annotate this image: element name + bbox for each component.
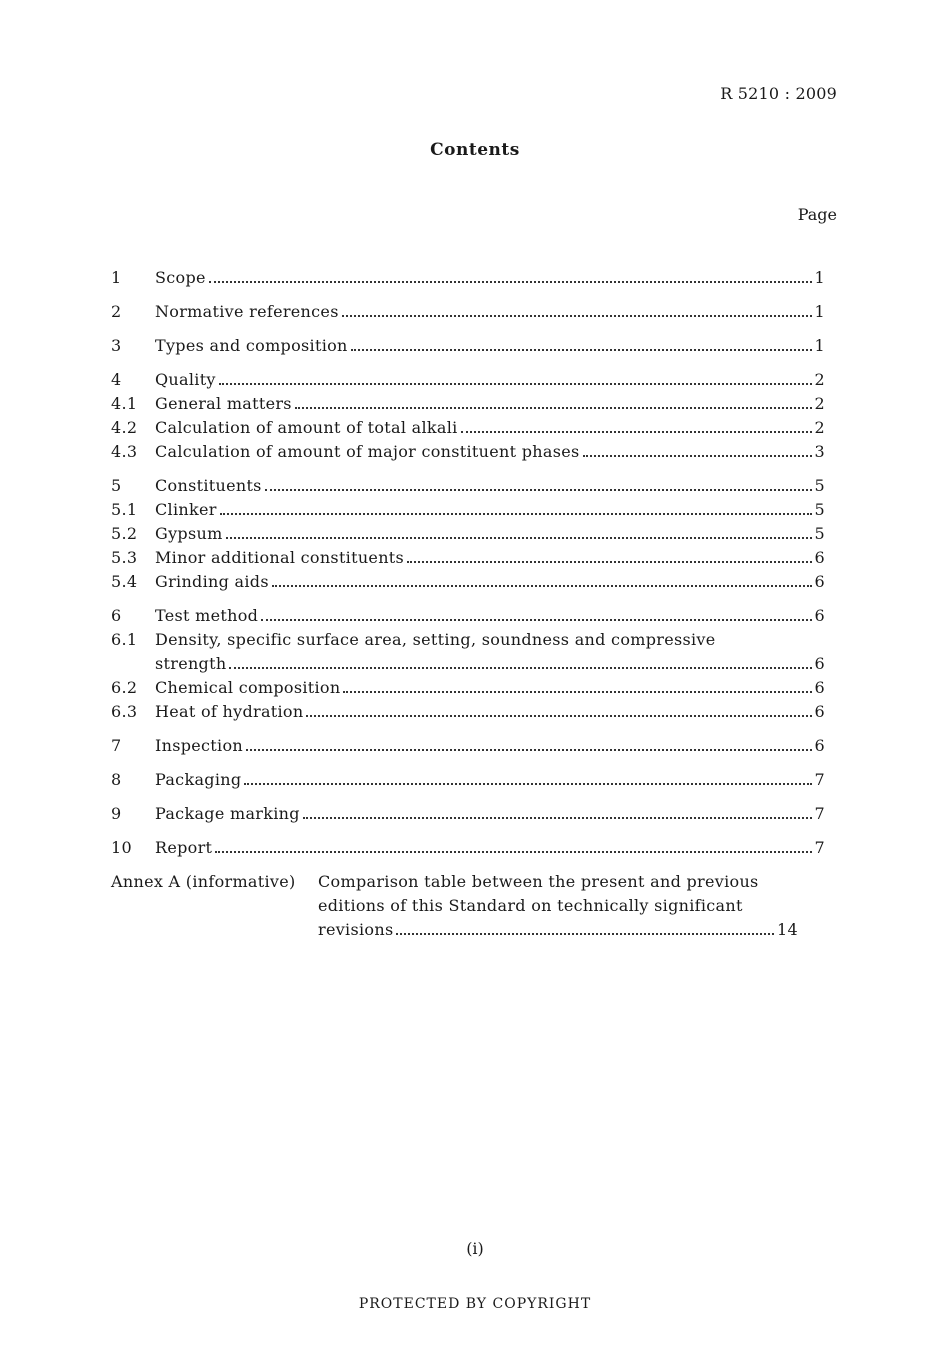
toc-entry-page: 6	[814, 736, 825, 755]
toc-entry-page: 6	[814, 654, 825, 673]
copyright-notice: PROTECTED BY COPYRIGHT	[358, 1296, 592, 1312]
dot-leader	[209, 281, 812, 283]
toc-entry-number: 2	[111, 302, 122, 321]
toc-group	[111, 604, 825, 724]
toc-entry-number: 6.1	[111, 630, 138, 649]
toc-entry-title: Types and composition	[155, 336, 348, 355]
toc-entry-page: 6	[814, 548, 825, 567]
toc-entry-heat-of-hydration[interactable]	[111, 700, 825, 724]
toc-group	[111, 368, 825, 464]
toc-entry-inspection[interactable]	[111, 734, 825, 758]
dot-leader	[226, 537, 812, 539]
toc-entry-scope[interactable]	[111, 266, 825, 290]
toc-entry-title: Package marking	[155, 804, 300, 823]
dot-leader	[303, 817, 812, 819]
toc-group	[111, 734, 825, 758]
toc-entry-page: 6	[814, 678, 825, 697]
toc-group	[111, 266, 825, 290]
toc-entry-title: Clinker	[155, 500, 217, 519]
toc-entry-number: 8	[111, 770, 122, 789]
toc-entry-number: 4.3	[111, 442, 138, 461]
toc-entry-title: Constituents	[155, 476, 262, 495]
toc-entry-page: 7	[814, 838, 825, 857]
toc-group	[111, 300, 825, 324]
toc-entry-density-strength[interactable]	[111, 628, 825, 676]
toc-entry-total-alkali[interactable]	[111, 416, 825, 440]
dot-leader	[272, 585, 812, 587]
toc-entry-page: 2	[814, 418, 825, 437]
toc-entry-title: General matters	[155, 394, 292, 413]
toc-entry-page: 3	[814, 442, 825, 461]
toc-entry-title: Heat of hydration	[155, 702, 304, 721]
toc-entry-title: Chemical composition	[155, 678, 341, 697]
toc-entry-number: 4.1	[111, 394, 138, 413]
dot-leader	[295, 407, 812, 409]
annex-label: Annex A (informative)	[111, 872, 296, 891]
toc-entry-quality[interactable]	[111, 368, 825, 392]
toc-entry-page: 1	[814, 268, 825, 287]
toc-entry-title: Calculation of amount of major constituent phases	[155, 442, 580, 461]
toc-entry-minor-constituents[interactable]	[111, 546, 825, 570]
page-folio: (i)	[466, 1239, 484, 1258]
toc-entry-title: Calculation of amount of total alkali	[155, 418, 458, 437]
dot-leader	[261, 619, 811, 621]
document-number: R 5210 : 2009	[720, 84, 837, 103]
toc-entry-page: 5	[814, 476, 825, 495]
toc-entry-number: 5	[111, 476, 122, 495]
toc-entry-title: Gypsum	[155, 524, 223, 543]
toc-entry-gypsum[interactable]	[111, 522, 825, 546]
toc-entry-title: strength	[155, 654, 227, 673]
toc-entry-clinker[interactable]	[111, 498, 825, 522]
toc-entry-test-method[interactable]	[111, 604, 825, 628]
dot-leader	[396, 933, 774, 935]
toc-entry-title: Packaging	[155, 770, 242, 789]
toc-group	[111, 836, 825, 860]
toc-entry-number: 9	[111, 804, 122, 823]
dot-leader	[265, 489, 812, 491]
toc-entry-types-and-composition[interactable]	[111, 334, 825, 358]
annex-page: 14	[777, 920, 798, 939]
page-column-label: Page	[797, 205, 837, 224]
annex-title-line: Comparison table between the present and previous	[318, 872, 759, 891]
toc-entry-title: Minor additional constituents	[155, 548, 405, 567]
toc-entry-title-line: Density, specific surface area, setting, soundness and compressive	[155, 630, 716, 649]
toc-entry-page: 2	[814, 370, 825, 389]
dot-leader	[461, 431, 812, 433]
toc-group	[111, 474, 825, 594]
toc-entry-title: Grinding aids	[155, 572, 269, 591]
toc-entry-page: 1	[814, 336, 825, 355]
toc-entry-page: 2	[814, 394, 825, 413]
dot-leader	[343, 691, 811, 693]
toc-entry-grinding-aids[interactable]	[111, 570, 825, 594]
annex-title-line: editions of this Standard on technically significant	[318, 896, 743, 915]
toc-entry-title: Quality	[155, 370, 216, 389]
dot-leader	[244, 783, 811, 785]
dot-leader	[407, 561, 811, 563]
toc-entry-number: 1	[111, 268, 122, 287]
toc-entry-title: Test method	[155, 606, 259, 625]
dot-leader	[229, 667, 811, 669]
toc-entry-page: 7	[814, 804, 825, 823]
toc-entry-packaging[interactable]	[111, 768, 825, 792]
toc-entry-number: 5.3	[111, 548, 138, 567]
toc-entry-number: 10	[111, 838, 132, 857]
toc-entry-number: 7	[111, 736, 122, 755]
annex-title-line: revisions	[318, 920, 394, 939]
toc-group	[111, 768, 825, 792]
toc-entry-number: 5.1	[111, 500, 138, 519]
toc-group	[111, 334, 825, 358]
toc-entry-constituents[interactable]	[111, 474, 825, 498]
contents-title: Contents	[430, 140, 520, 160]
toc-entry-title: Scope	[155, 268, 206, 287]
toc-entry-number: 5.4	[111, 572, 138, 591]
toc-entry-report[interactable]	[111, 836, 825, 860]
dot-leader	[246, 749, 812, 751]
table-of-contents	[111, 266, 825, 942]
toc-entry-page: 1	[814, 302, 825, 321]
toc-entry-number: 4	[111, 370, 122, 389]
dot-leader	[583, 455, 812, 457]
toc-entry-page: 5	[814, 500, 825, 519]
toc-entry-constituent-phases[interactable]	[111, 440, 825, 464]
toc-entry-title: Report	[155, 838, 213, 857]
dot-leader	[306, 715, 811, 717]
toc-group	[111, 802, 825, 826]
toc-entry-normative-references[interactable]	[111, 300, 825, 324]
toc-entry-chemical-composition[interactable]	[111, 676, 825, 700]
dot-leader	[215, 851, 811, 853]
dot-leader	[342, 315, 812, 317]
toc-entry-number: 6.2	[111, 678, 138, 697]
dot-leader	[219, 383, 812, 385]
dot-leader	[351, 349, 812, 351]
toc-entry-number: 4.2	[111, 418, 138, 437]
toc-entry-title: Inspection	[155, 736, 243, 755]
toc-entry-page: 7	[814, 770, 825, 789]
toc-entry-number: 5.2	[111, 524, 138, 543]
toc-entry-number: 6	[111, 606, 122, 625]
toc-entry-title: Normative references	[155, 302, 339, 321]
toc-entry-number: 3	[111, 336, 122, 355]
toc-entry-page: 5	[814, 524, 825, 543]
toc-entry-annex-a[interactable]	[111, 870, 825, 942]
toc-entry-general-matters[interactable]	[111, 392, 825, 416]
toc-entry-page: 6	[814, 606, 825, 625]
toc-entry-package-marking[interactable]	[111, 802, 825, 826]
toc-entry-page: 6	[814, 702, 825, 721]
toc-entry-page: 6	[814, 572, 825, 591]
dot-leader	[220, 513, 812, 515]
toc-entry-number: 6.3	[111, 702, 138, 721]
